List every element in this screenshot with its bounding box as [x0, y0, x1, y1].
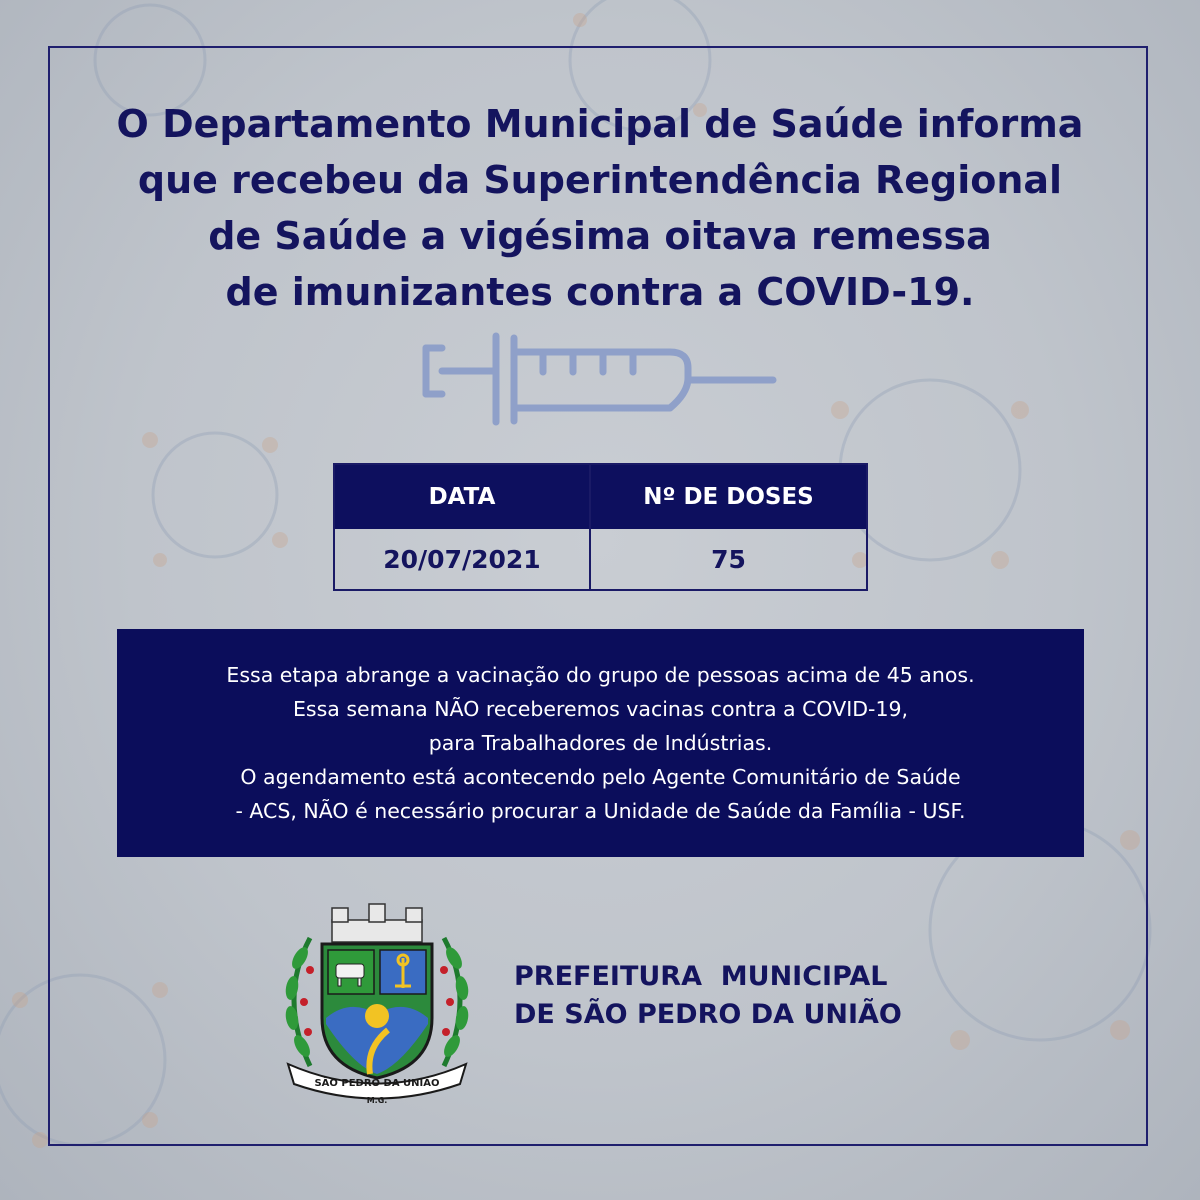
column-header-doses: Nº DE DOSES: [590, 464, 867, 529]
headline-line-2: que recebeu da Superintendência Regional: [137, 158, 1063, 202]
notice-box: [117, 629, 1084, 857]
municipality-line-2: DE SÃO PEDRO DA UNIÃO: [514, 999, 902, 1030]
notice-line-4: O agendamento está acontecendo pelo Agente Comunitário de Saúde: [240, 765, 961, 789]
left-branch-icon: [284, 938, 314, 1066]
notice-line-3: para Trabalhadores de Indústrias.: [428, 731, 773, 755]
headline-line-4: de imunizantes contra a COVID-19.: [225, 270, 975, 314]
notice-line-5: - ACS, NÃO é necessário procurar a Unidade de Saúde da Família - USF.: [235, 799, 966, 823]
syringe-icon: [418, 330, 778, 430]
notice-line-1: Essa etapa abrange a vacinação do grupo de pessoas acima de 45 anos.: [226, 663, 975, 687]
headline-line-3: de Saúde a vigésima oitava remessa: [208, 214, 992, 258]
doses-table: [333, 463, 868, 591]
table-row: [334, 529, 867, 590]
headline: [60, 96, 1140, 320]
column-header-date: DATA: [334, 464, 590, 529]
municipal-coat-of-arms: [270, 898, 484, 1108]
right-branch-icon: [440, 938, 470, 1066]
cell-date: 20/07/2021: [383, 544, 541, 574]
crest-ribbon-text: SÃO PEDRO DA UNIÃO: [314, 1078, 440, 1089]
municipality-name: [514, 958, 902, 1034]
notice-line-2: Essa semana NÃO receberemos vacinas contra a COVID-19,: [292, 697, 909, 721]
municipality-line-1: PREFEITURA MUNICIPAL: [514, 961, 888, 992]
mural-crown-icon: [332, 904, 422, 942]
crest-state-text: M.G.: [366, 1096, 388, 1105]
table-header-row: [334, 464, 867, 529]
sun-icon: [365, 1004, 389, 1028]
headline-line-1: O Departamento Municipal de Saúde informa: [116, 102, 1084, 146]
cell-doses: 75: [590, 529, 867, 590]
